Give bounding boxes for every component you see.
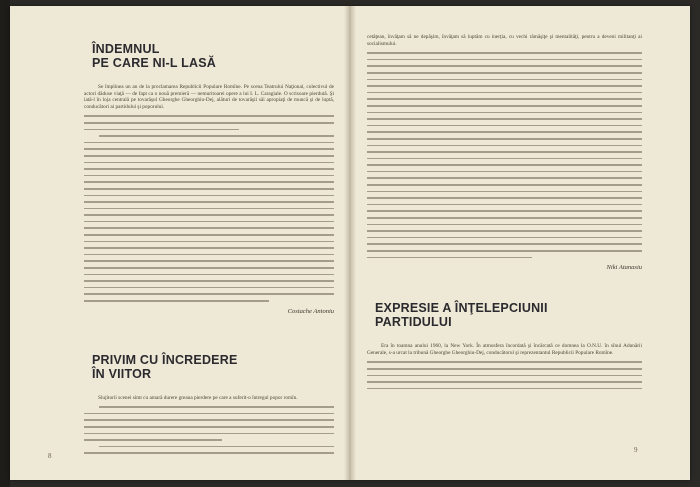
title-line: ÎNDEMNUL: [92, 42, 160, 56]
title-line: PE CARE NI-L LASĂ: [92, 56, 217, 70]
article-body-text: [84, 115, 334, 301]
article-title-indemnul: [92, 42, 334, 70]
article-body-text: [367, 52, 642, 258]
article-body-text: [84, 406, 334, 454]
article-lead-paragraph: Se împlinea un an de la proclamarea Republicii Populare Romîne. Pe scena Teatrului Naţional, colectivul de actori dăduse viaţă — de fapt ca o nouă premieră — nemuritoarei opere a lui I. L. Caragiale. O scrisoare pierdută. Şi iată-l în loja centrală pe tovarăşul Gheorghe Gheorghiu-Dej, alături de tovarăşii săi apropiaţi de muncă şi de luptă, conducători ai partidului şi poporului.: [84, 84, 334, 110]
page-number-left: 8: [48, 452, 52, 460]
right-page: [367, 34, 642, 394]
book-spread: [10, 6, 690, 480]
title-line: PRIVIM CU ÎNCREDERE: [92, 352, 238, 367]
article-body-text: [367, 361, 642, 389]
article-title-expresie: [375, 301, 642, 329]
author-signature: Niki Atanasiu: [606, 264, 642, 272]
article-title-privim: [92, 353, 334, 381]
title-line: PARTIDULUI: [375, 315, 452, 330]
author-signature: Costache Antoniu: [287, 307, 334, 315]
article-lead-paragraph: Era în toamna anului 1960, la New York. În atmosfera încordată şi încărcată ce domnea la O.N.U. în sînul Adunării Generale, s-a urcat la tribună Gheorghe Gheorghiu-Dej, conducătorul şi reprezentantul Republicii Populare Romîne.: [367, 343, 642, 356]
book-edge: [0, 0, 10, 487]
page-number-right: 9: [634, 446, 638, 454]
title-line: ÎN VIITOR: [92, 366, 152, 381]
article-continuation-paragraph: cetăţean, învăţam să ne depăşim, învăţam să luptăm cu inerţia, cu vechi rămăşiţe şi mentalităţi, pentru a deveni militanţi ai socialismului.: [367, 34, 642, 47]
book-gutter: [344, 6, 356, 480]
left-page: [84, 34, 334, 459]
title-line: EXPRESIE A ÎNŢELEPCIUNII: [375, 301, 548, 316]
article-lead-paragraph: Slujitorii scenei simt cu amară durere greaua pierdere pe care a suferit-o întregul popor romîn.: [98, 394, 298, 401]
